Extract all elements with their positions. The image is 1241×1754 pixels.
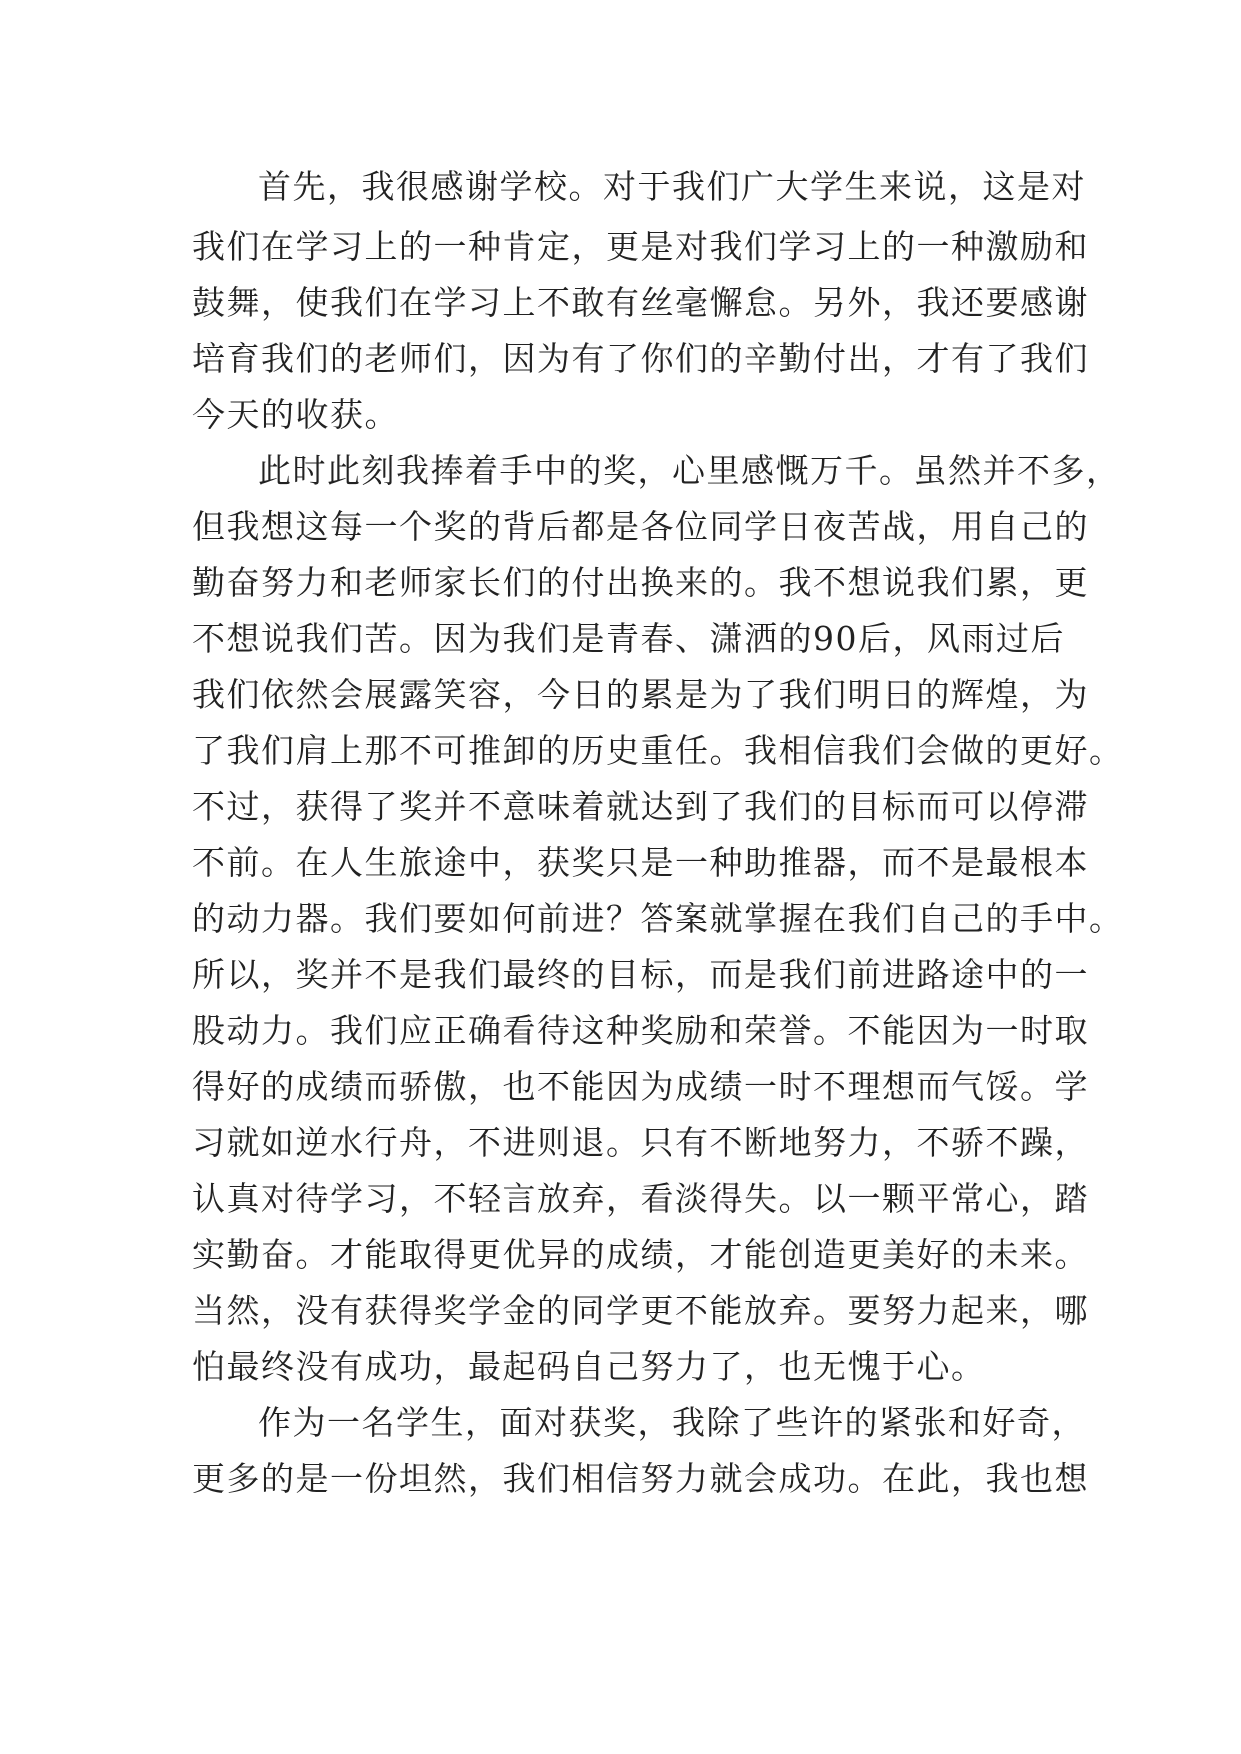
text-line: 所以，奖并不是我们最终的目标，而是我们前进路途中的一 [192,955,1089,994]
text-line: 更多的是一份坦然，我们相信努力就会成功。在此，我也想 [192,1459,1089,1498]
text-line: 今天的收获。 [192,395,399,434]
text-line: 当然，没有获得奖学金的同学更不能放弃。要努力起来，哪 [192,1291,1089,1330]
text-line: 此时此刻我捧着手中的奖，心里感慨万千。虽然并不多， [258,451,1121,490]
text-line: 的动力器。我们要如何前进？答案就掌握在我们自己的手中。 [192,899,1124,938]
text-line: 首先，我很感谢学校。对于我们广大学生来说，这是对 [258,167,1086,206]
text-line: 了我们肩上那不可推卸的历史重任。我相信我们会做的更好。 [192,731,1124,770]
text-line: 股动力。我们应正确看待这种奖励和荣誉。不能因为一时取 [192,1011,1089,1050]
text-line: 作为一名学生，面对获奖，我除了些许的紧张和好奇， [258,1403,1086,1442]
text-line: 我们依然会展露笑容，今日的累是为了我们明日的辉煌，为 [192,675,1089,714]
text-line: 不前。在人生旅途中，获奖只是一种助推器，而不是最根本 [192,843,1089,882]
text-line: 勤奋努力和老师家长们的付出换来的。我不想说我们累，更 [192,563,1089,602]
text-line: 实勤奋。才能取得更优异的成绩，才能创造更美好的未来。 [192,1235,1089,1274]
text-line: 我们在学习上的一种肯定，更是对我们学习上的一种激励和 [192,227,1089,266]
text-line: 培育我们的老师们，因为有了你们的辛勤付出，才有了我们 [192,339,1089,378]
text-line: 怕最终没有成功，最起码自己努力了，也无愧于心。 [192,1347,986,1386]
text-line: 得好的成绩而骄傲，也不能因为成绩一时不理想而气馁。学 [192,1067,1089,1106]
text-line: 但我想这每一个奖的背后都是各位同学日夜苦战，用自己的 [192,507,1089,546]
text-line: 不过，获得了奖并不意味着就达到了我们的目标而可以停滞 [192,787,1089,826]
text-line: 不想说我们苦。因为我们是青春、潇洒的90后，风雨过后 [192,619,1065,658]
text-line: 鼓舞，使我们在学习上不敢有丝毫懈怠。另外，我还要感谢 [192,283,1089,322]
text-line: 认真对待学习，不轻言放弃，看淡得失。以一颗平常心，踏 [192,1179,1089,1218]
text-line: 习就如逆水行舟，不进则退。只有不断地努力，不骄不躁， [192,1123,1089,1162]
